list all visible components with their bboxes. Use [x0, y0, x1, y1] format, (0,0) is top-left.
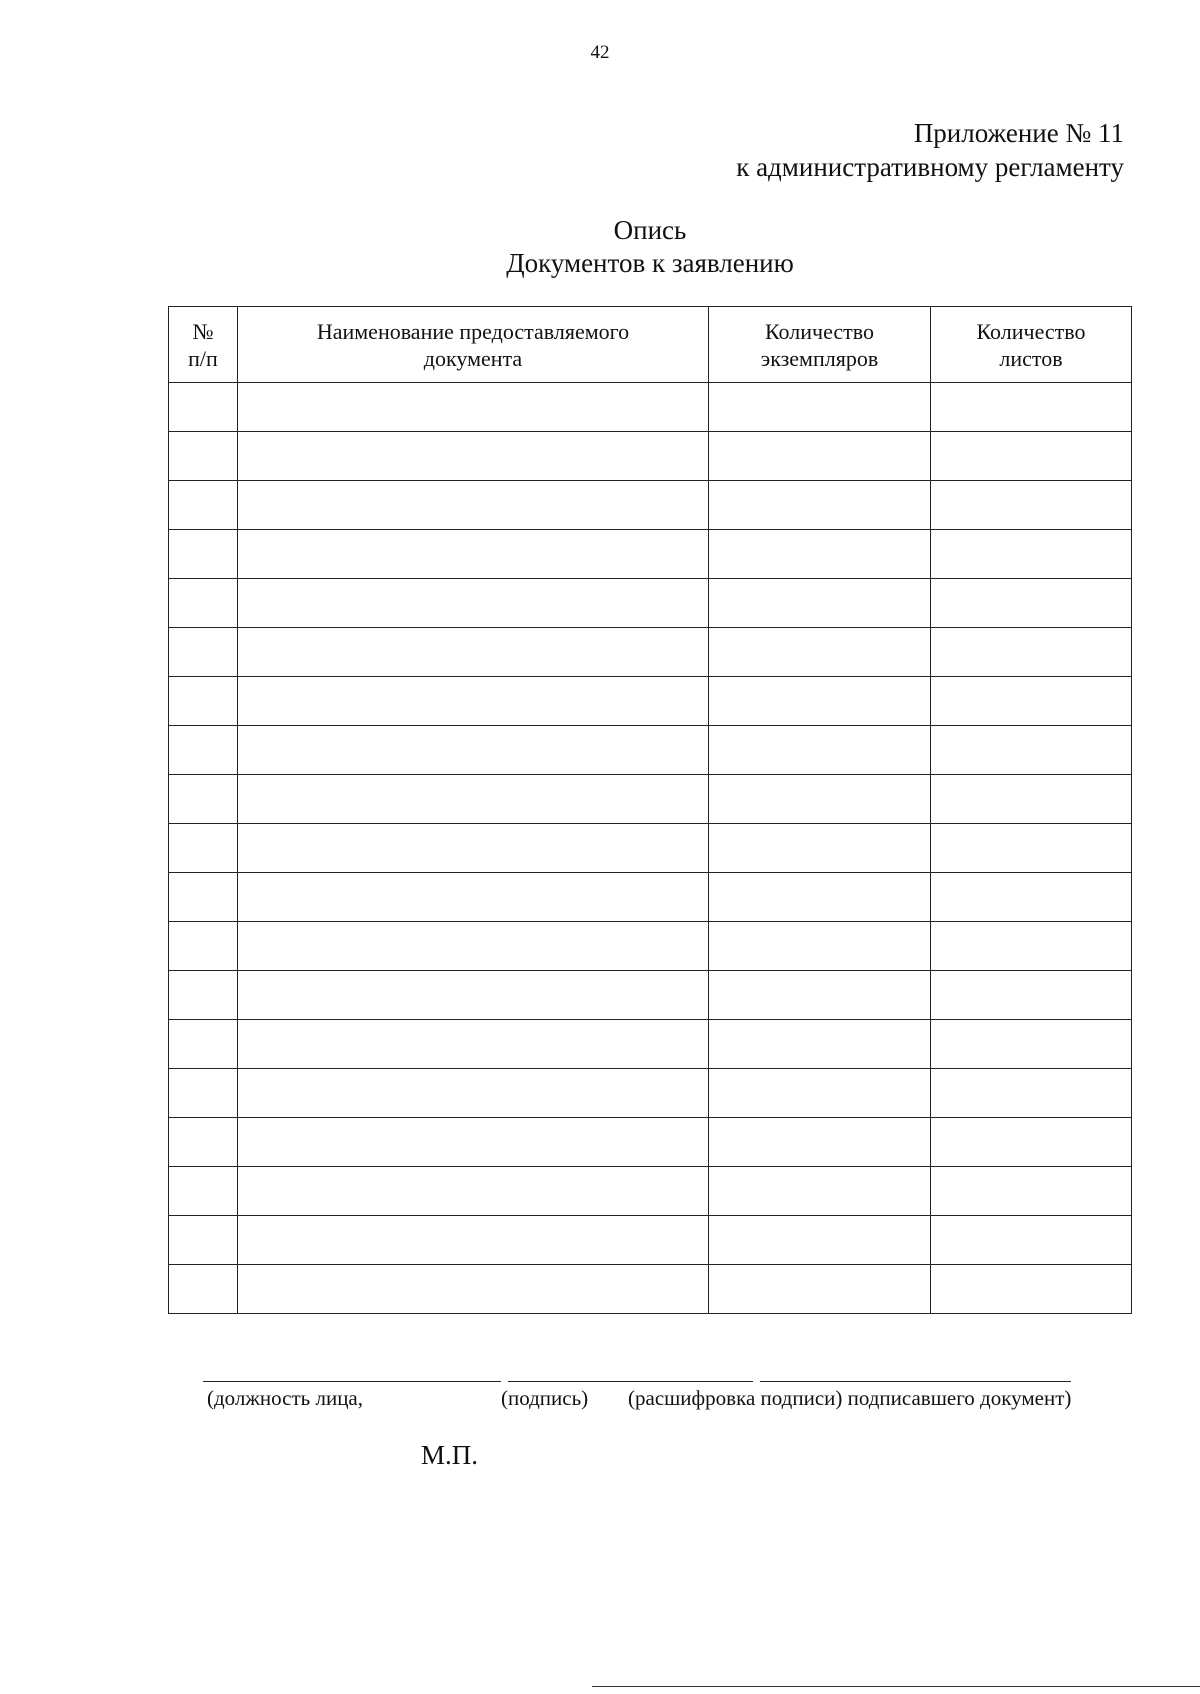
cell-document-name[interactable] [238, 922, 709, 971]
cell-copies[interactable] [709, 824, 931, 873]
appendix-number: Приложение № 11 [913, 118, 1124, 148]
table-row [169, 579, 1132, 628]
header-number-line-1: № [192, 318, 214, 344]
cell-number[interactable] [169, 383, 238, 432]
table-row [169, 922, 1132, 971]
header-document-name [238, 307, 709, 383]
cell-sheets[interactable] [931, 432, 1132, 481]
cell-copies[interactable] [709, 873, 931, 922]
cell-copies[interactable] [709, 1069, 931, 1118]
cell-number[interactable] [169, 1265, 238, 1314]
cell-document-name[interactable] [238, 530, 709, 579]
table-row [169, 824, 1132, 873]
position-line [203, 1381, 501, 1382]
cell-number[interactable] [169, 726, 238, 775]
appendix-reference: к административному регламенту [736, 152, 1124, 182]
cell-sheets[interactable] [931, 383, 1132, 432]
header-sheets [931, 307, 1132, 383]
signature-lines [203, 1381, 1071, 1383]
cell-number[interactable] [169, 1216, 238, 1265]
cell-document-name[interactable] [238, 1118, 709, 1167]
cell-copies[interactable] [709, 579, 931, 628]
cell-document-name[interactable] [238, 1265, 709, 1314]
cell-number[interactable] [169, 775, 238, 824]
cell-number[interactable] [169, 824, 238, 873]
table-row [169, 628, 1132, 677]
title-line-2: Документов к заявлению [506, 248, 794, 278]
cell-number[interactable] [169, 1167, 238, 1216]
cell-copies[interactable] [709, 1265, 931, 1314]
cell-copies[interactable] [709, 1167, 931, 1216]
cell-number[interactable] [169, 873, 238, 922]
header-number [169, 307, 238, 383]
bottom-edge-line [592, 1686, 1200, 1687]
header-copies-line-1: Количество [764, 318, 875, 344]
header-sheets-line-2: листов [999, 345, 1063, 371]
cell-sheets[interactable] [931, 1118, 1132, 1167]
cell-document-name[interactable] [238, 1020, 709, 1069]
cell-number[interactable] [169, 971, 238, 1020]
cell-copies[interactable] [709, 726, 931, 775]
appendix-heading [736, 116, 1124, 184]
stamp-place-label: М.П. [421, 1440, 479, 1470]
table-row [169, 726, 1132, 775]
signature-label: (подпись) [501, 1386, 589, 1410]
cell-document-name[interactable] [238, 824, 709, 873]
cell-number[interactable] [169, 579, 238, 628]
position-label: (должность лица, [207, 1386, 364, 1410]
table-row [169, 1216, 1132, 1265]
cell-copies[interactable] [709, 628, 931, 677]
table-row [169, 971, 1132, 1020]
cell-copies[interactable] [709, 971, 931, 1020]
cell-document-name[interactable] [238, 628, 709, 677]
title-line-1: Опись [613, 215, 687, 245]
cell-number[interactable] [169, 1069, 238, 1118]
cell-sheets[interactable] [931, 873, 1132, 922]
cell-copies[interactable] [709, 1118, 931, 1167]
table-row [169, 530, 1132, 579]
cell-sheets[interactable] [931, 628, 1132, 677]
table-row [169, 481, 1132, 530]
document-inventory-table [168, 306, 1132, 1314]
cell-sheets[interactable] [931, 1216, 1132, 1265]
cell-copies[interactable] [709, 922, 931, 971]
cell-document-name[interactable] [238, 383, 709, 432]
header-copies-line-2: экземпляров [760, 345, 879, 371]
cell-sheets[interactable] [931, 1069, 1132, 1118]
cell-number[interactable] [169, 432, 238, 481]
cell-document-name[interactable] [238, 873, 709, 922]
cell-document-name[interactable] [238, 1069, 709, 1118]
table-row [169, 1118, 1132, 1167]
cell-copies[interactable] [709, 677, 931, 726]
cell-sheets[interactable] [931, 677, 1132, 726]
cell-document-name[interactable] [238, 432, 709, 481]
cell-number[interactable] [169, 1020, 238, 1069]
signature-line [508, 1381, 753, 1382]
cell-copies[interactable] [709, 1020, 931, 1069]
cell-copies[interactable] [709, 383, 931, 432]
cell-sheets[interactable] [931, 824, 1132, 873]
table-row [169, 677, 1132, 726]
page-number: 42 [590, 42, 610, 63]
table-row [169, 1069, 1132, 1118]
cell-document-name[interactable] [238, 775, 709, 824]
table-row [169, 383, 1132, 432]
cell-number[interactable] [169, 677, 238, 726]
cell-document-name[interactable] [238, 1216, 709, 1265]
cell-number[interactable] [169, 922, 238, 971]
table-row [169, 873, 1132, 922]
table-row [169, 1167, 1132, 1216]
cell-sheets[interactable] [931, 1167, 1132, 1216]
header-sheets-line-1: Количество [976, 318, 1086, 344]
cell-sheets[interactable] [931, 775, 1132, 824]
header-number-line-2: п/п [188, 345, 218, 371]
table-row [169, 1265, 1132, 1314]
table-body [169, 383, 1132, 1314]
cell-sheets[interactable] [931, 922, 1132, 971]
cell-document-name[interactable] [238, 726, 709, 775]
cell-copies[interactable] [709, 775, 931, 824]
header-document-name-line-2: документа [423, 345, 523, 371]
header-document-name-line-1: Наименование предоставляемого [316, 318, 630, 344]
cell-sheets[interactable] [931, 971, 1132, 1020]
cell-sheets[interactable] [931, 530, 1132, 579]
cell-sheets[interactable] [931, 726, 1132, 775]
document-title [0, 214, 1200, 280]
cell-copies[interactable] [709, 432, 931, 481]
cell-document-name[interactable] [238, 481, 709, 530]
cell-sheets[interactable] [931, 481, 1132, 530]
signature-labels [0, 1386, 1200, 1416]
cell-document-name[interactable] [238, 1167, 709, 1216]
cell-document-name[interactable] [238, 579, 709, 628]
cell-copies[interactable] [709, 1216, 931, 1265]
table-row [169, 775, 1132, 824]
cell-number[interactable] [169, 628, 238, 677]
header-copies [709, 307, 931, 383]
cell-number[interactable] [169, 1118, 238, 1167]
cell-document-name[interactable] [238, 677, 709, 726]
table-row [169, 432, 1132, 481]
table-header-row [169, 307, 1132, 383]
cell-copies[interactable] [709, 530, 931, 579]
cell-number[interactable] [169, 481, 238, 530]
cell-document-name[interactable] [238, 971, 709, 1020]
name-line [760, 1381, 1071, 1382]
name-label: (расшифровка подписи) подписавшего документ) [628, 1386, 1072, 1410]
cell-copies[interactable] [709, 481, 931, 530]
cell-number[interactable] [169, 530, 238, 579]
cell-sheets[interactable] [931, 1265, 1132, 1314]
table-row [169, 1020, 1132, 1069]
cell-sheets[interactable] [931, 1020, 1132, 1069]
cell-sheets[interactable] [931, 579, 1132, 628]
